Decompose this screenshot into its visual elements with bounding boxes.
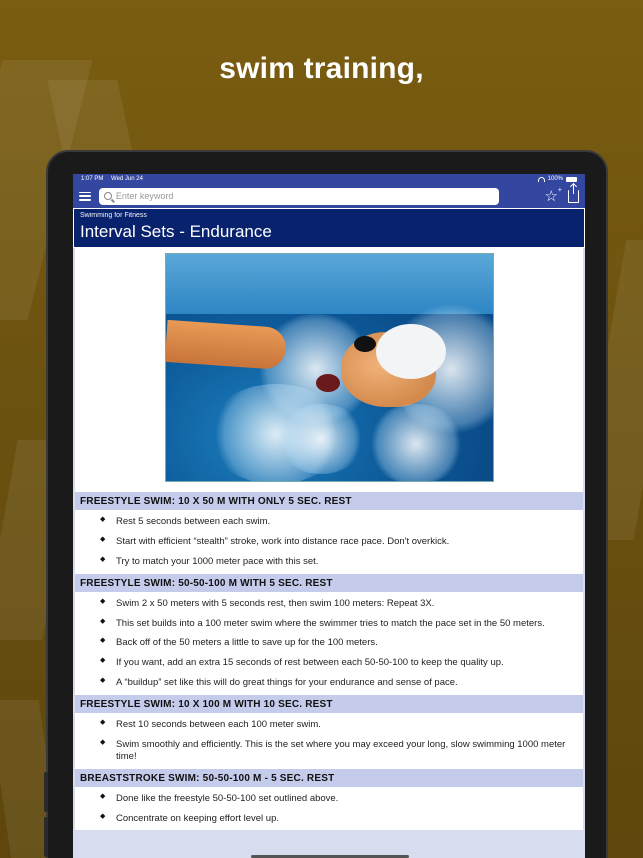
breadcrumb[interactable]: Swimming for Fitness (80, 212, 147, 219)
promo-headline: swim training, (219, 52, 424, 85)
list-item: ◆ Back off of the 50 meters a little to save up for the 100 meters. (75, 633, 583, 653)
section-heading: FREESTYLE SWIM: 50-50-100 M WITH 5 SEC. REST (75, 574, 583, 592)
section-1 (75, 492, 583, 574)
list-item: ◆ Rest 5 seconds between each swim. (75, 512, 583, 532)
list-item: ◆ Concentrate on keeping effort level up. (75, 809, 583, 829)
swimmer-photo (165, 253, 494, 482)
search-input[interactable] (116, 191, 494, 201)
page-header (73, 208, 585, 248)
volume-button (44, 817, 48, 857)
list-item: ◆ Rest 10 seconds between each 100 meter swim. (75, 715, 583, 735)
tablet-frame (46, 150, 608, 858)
section-3 (75, 695, 583, 769)
section-heading: FREESTYLE SWIM: 10 X 50 M WITH ONLY 5 SEC. REST (75, 492, 583, 510)
share-icon[interactable] (568, 190, 579, 203)
app-screen (73, 174, 585, 858)
search-icon (104, 192, 112, 200)
list-item: ◆ Swim smoothly and efficiently. This is the set where you may exceed your long, slow swimming 1000 meter time! (75, 735, 583, 767)
status-time: 1:07 PM (81, 176, 104, 182)
navigation-bar (73, 184, 585, 208)
list-item: ◆ Try to match your 1000 meter pace with this set. (75, 552, 583, 572)
list-item: ◆ Done like the freestyle 50-50-100 set outlined above. (75, 789, 583, 809)
section-4 (75, 769, 583, 831)
list-item: ◆ If you want, add an extra 15 seconds of rest between each 50-50-100 to keep the quality up. (75, 653, 583, 673)
star-add-icon[interactable]: ☆ + (545, 189, 558, 204)
section-heading: BREASTSTROKE SWIM: 50-50-100 M - 5 SEC. REST (75, 769, 583, 787)
hamburger-icon[interactable] (79, 192, 91, 201)
volume-button (44, 772, 48, 812)
list-item: ◆ A “buildup” set like this will do great things for your endurance and sense of pace. (75, 673, 583, 693)
search-box[interactable] (99, 188, 499, 205)
page-title: Interval Sets - Endurance (80, 222, 272, 241)
battery-percent: 100% (547, 176, 563, 182)
status-bar (73, 174, 585, 184)
battery-icon (566, 177, 577, 182)
section-2 (75, 574, 583, 695)
list-item: ◆ This set builds into a 100 meter swim where the swimmer tries to match the pace set in the 50 meters. (75, 614, 583, 634)
status-date: Wed Jun 24 (111, 176, 143, 182)
wifi-icon (538, 177, 545, 182)
article-content (75, 248, 583, 830)
list-item: ◆ Swim 2 x 50 meters with 5 seconds rest, then swim 100 meters: Repeat 3X. (75, 594, 583, 614)
list-item: ◆ Start with efficient “stealth” stroke, work into distance race pace. Don't overkick. (75, 532, 583, 552)
section-heading: FREESTYLE SWIM: 10 X 100 M WITH 10 SEC. REST (75, 695, 583, 713)
